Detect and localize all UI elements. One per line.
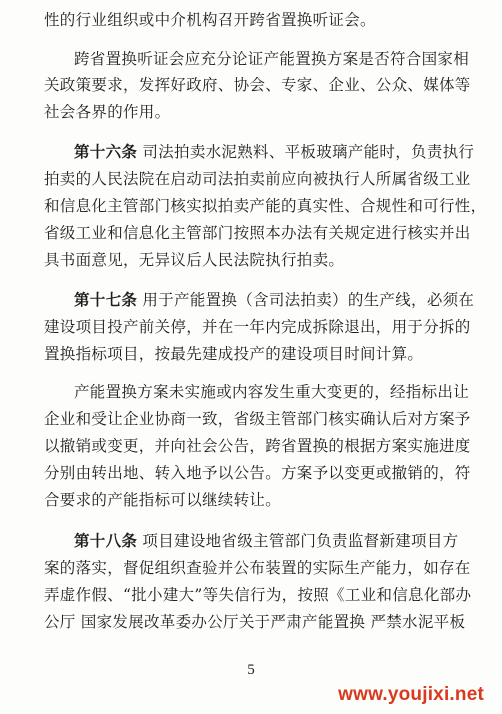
text-line: 以撤销或变更，并向社会公告，跨省置换的根据方案实施进度 <box>44 437 471 455</box>
text-line: 性的行业组织或中介机构召开跨省置换听证会。 <box>44 11 376 29</box>
text-line: 分别由转出地、转入地予以公告。方案予以变更或撤销的，符 <box>44 464 471 482</box>
text-line: 跨省置换听证会应充分论证产能置换方案是否符合国家相 <box>74 50 470 68</box>
text-line: 公厅 国家发展改革委办公厅关于严肃产能置换 严禁水泥平板 <box>44 613 466 631</box>
text-line: 弄虚作假、“批小建大”等失信行为，按照《工业和信息化部办 <box>44 586 472 604</box>
text-line: 省级工业和信息化主管部门按照本办法有关规定进行核实并出 <box>44 224 471 242</box>
text-line: 建设项目投产前关停，并在一年内完成拆除退出，用于分拆的 <box>44 318 471 336</box>
site-watermark: www.youjixi.net <box>338 684 484 705</box>
article-heading: 第十八条 <box>74 531 138 550</box>
text-line: 拍卖的人民法院在启动司法拍卖前应向被执行人所属省级工业 <box>44 170 471 188</box>
text-line: 关政策要求，发挥好政府、协会、专家、企业、公众、媒体等 <box>44 76 471 94</box>
text-line: 置换指标项目，按最先建成投产的建设项目时间计算。 <box>44 345 424 363</box>
text-line: 案的落实，督促组织查验并公布装置的实际生产能力，如存在 <box>44 559 471 577</box>
text-line: 企业和受让企业协商一致，省级主管部门核实确认后对方案予 <box>44 410 471 428</box>
article-heading: 第十七条 <box>74 290 138 309</box>
page-number: 5 <box>247 662 255 678</box>
text-line: 产能置换方案未实施或内容发生重大变更的，经指标出让 <box>74 383 470 401</box>
article-18-line: 第十八条 项目建设地省级主管部门负责监督新建项目方 <box>74 531 459 550</box>
article-16-line: 第十六条 司法拍卖水泥熟料、平板玻璃产能时，负责执行 <box>74 142 475 161</box>
text-line: 社会各界的作用。 <box>44 103 171 121</box>
text-line: 和信息化主管部门核实拟拍卖产能的真实性、合规性和可行性， <box>44 197 487 215</box>
text-line: 具书面意见，无异议后人民法院执行拍卖。 <box>44 251 345 269</box>
text-line: 合要求的产能指标可以继续转让。 <box>44 491 282 509</box>
article-heading: 第十六条 <box>74 142 138 161</box>
article-17-line: 第十七条 用于产能置换（含司法拍卖）的生产线，必须在 <box>74 290 475 309</box>
